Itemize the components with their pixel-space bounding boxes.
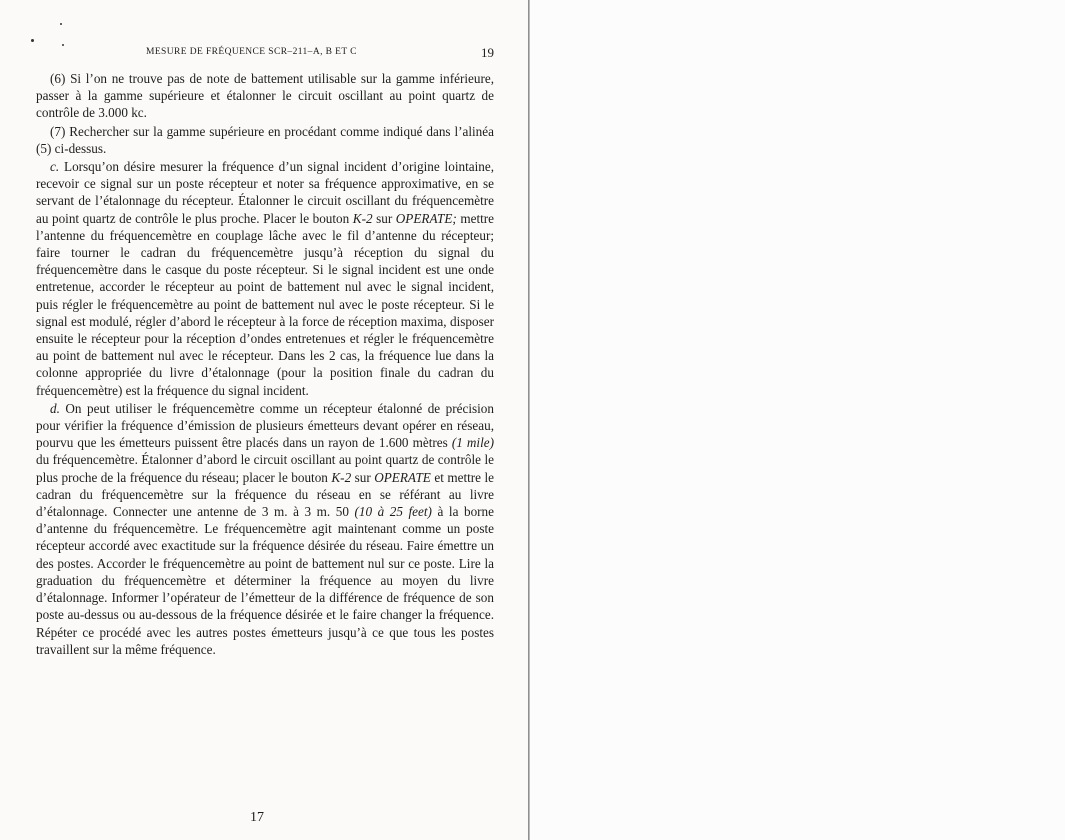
paragraph-d-text-2: du fréquencemètre. Étalonner d’abord le circuit oscillant au point quartz de contrôle le plus proche de la fréquence du réseau; placer le bouton: [36, 452, 494, 485]
paragraph-d-label: d.: [50, 400, 60, 416]
paragraph-c-text-3: mettre l’antenne du fréquencemètre en couplage lâche avec le fil d’antenne du récepteur; faire tourner le cadran du fréquencemètre jusqu’à réception du signal du fréquencemètre dans le casque du poste récepteur. Si le signal incident est une onde entretenue, accorder le récepteur au point de battement nul avec le signal incident, puis régler le fréquencemètre au point de battement nul avec le poste récepteur. Si le signal est modulé, régler d’abord le récepteur à la force de réception maxima, disposer ensuite le récepteur pour la réception d’ondes entretenues et régler le fréquencemètre au point de battement nul avec le récepteur. Dans les 2 cas, la fréquence lue dans la colonne appropriée du livre d’étalonnage (pour la position finale du cadran du fréquencemètre) est la fréquence du signal incident.: [36, 210, 495, 398]
paragraph-d-feet: (10 à 25 feet): [354, 504, 432, 520]
paragraph-d-operate: OPERATE: [374, 469, 431, 485]
ink-speck: [62, 44, 64, 46]
paragraph-c-label: c.: [50, 159, 60, 175]
paragraph-d-text-5: à la borne d’antenne du fréquencemètre. Le fréquencemètre agit maintenant comme un poste récepteur accordé avec exactitude sur la fréquence désirée du réseau. Faire émettre un des postes. Accorder le fréquencemètre au point de battement nul sur ce poste. Lire la graduation du fréquencemètre et déterminer la fréquence au moyen du livre d’étalonnage. Informer l’opérateur de l’émetteur de la différence de fréquence de son poste au-dessus ou au-dessous de la fréquence désirée et le faire changer la fréquence. Répéter ce procédé avec les autres postes émetteurs jusqu’à ce que tous les postes travaillent sur la même fréquence.: [36, 504, 495, 657]
paragraph-6: (6) Si l’on ne trouve pas de note de battement utilisable sur la gamme inférieure, passer à la gamme supérieure et étalonner le circuit oscillant au point quartz de contrôle de 3.000 kc.: [36, 71, 494, 121]
paragraph-d-mile: (1 mile): [451, 435, 494, 451]
page-number: 19: [481, 45, 494, 60]
paragraph-d-text-1: On peut utiliser le fréquencemètre comme un récepteur étalonné de précision pour vérifier la fréquence d’émission de plusieurs émetteurs devant opérer en réseau, pourvu que les émetteurs puissent être placés dans un rayon de 1.600 mètres: [36, 400, 494, 451]
folio-number: 17: [250, 810, 264, 825]
paragraph-c-operate: OPERATE;: [395, 210, 457, 226]
right-page-blank: [530, 0, 1065, 840]
paragraph-c-k2: K-2: [352, 210, 373, 226]
paragraph-c-text-1: Lorsqu’on désire mesurer la fréquence d’un signal incident d’origine lointaine, recevoir ce signal sur un poste récepteur et noter sa fréquence approximative, en se servant de l’étalonnage du récepteur. Étalonner le circuit oscillant du fréquencemètre au point quartz de contrôle le plus proche. Placer le bouton: [36, 159, 494, 226]
paragraph-d-text-4: et mettre le cadran du fréquencemètre sur la fréquence du réseau en se référant au livre d’étalonnage. Connecter une antenne de 3 m. à 3 m. 50: [36, 469, 494, 520]
paragraph-c: [36, 158, 494, 399]
ink-speck: [31, 39, 34, 42]
paragraph-c-text-2: sur: [372, 210, 396, 226]
ink-speck: [60, 23, 62, 25]
paragraph-7: (7) Rechercher sur la gamme supérieure en procédant comme indiqué dans l’alinéa (5) ci-dessus.: [36, 123, 494, 156]
paragraph-d: [36, 400, 494, 658]
left-page: [0, 0, 528, 840]
running-title: MESURE DE FRÉQUENCE SCR–211–A, B ET C: [146, 47, 357, 57]
body-text: [36, 70, 494, 659]
paragraph-d-text-3: sur: [351, 469, 375, 485]
paragraph-d-k2: K-2: [331, 469, 352, 485]
